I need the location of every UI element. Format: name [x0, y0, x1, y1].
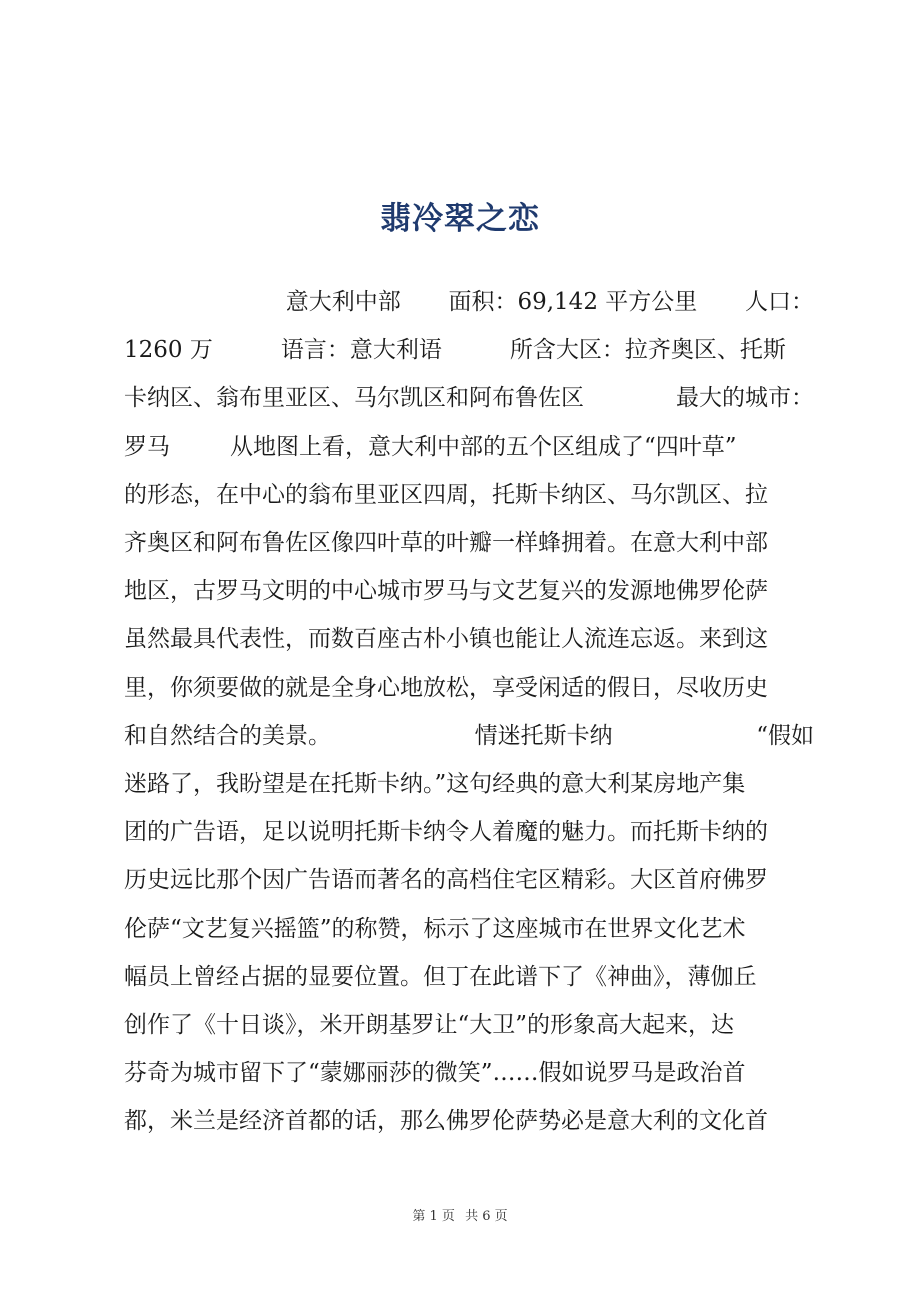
text-line — [124, 856, 814, 904]
text-segment: 语言：意大利语 — [280, 337, 442, 364]
text-segment: 地区，古罗马文明的中心城市罗马与文艺复兴的发源地佛罗伦萨 — [124, 578, 768, 605]
section-heading: 情迷托斯卡纳 — [474, 722, 613, 749]
text-line — [124, 374, 814, 422]
text-line — [124, 953, 814, 1001]
text-segment: 历史远比那个因广告语而著名的高档住宅区精彩。大区首府佛罗 — [124, 867, 768, 894]
text-segment: 的形态，在中心的翁布里亚区四周，托斯卡纳区、马尔凯区、拉 — [124, 481, 768, 508]
text-segment: 意大利中部 — [285, 289, 401, 316]
text-segment: “假如 — [756, 722, 814, 749]
text-segment: 面积：69,142 平方公里 — [448, 289, 698, 316]
text-segment: 罗马 — [124, 433, 170, 460]
text-segment: 团的广告语，足以说明托斯卡纳令人着魔的魅力。而托斯卡纳的 — [124, 819, 768, 846]
text-segment: 从地图上看，意大利中部的五个区组成了“四叶草” — [230, 433, 737, 460]
text-segment: 伦萨“文艺复兴摇篮”的称赞，标示了这座城市在世界文化艺术 — [124, 915, 746, 942]
text-line — [124, 712, 814, 760]
text-line — [124, 1049, 814, 1097]
text-line — [124, 808, 814, 856]
text-line — [124, 615, 814, 663]
text-line — [124, 904, 814, 952]
text-line — [124, 567, 814, 615]
text-line — [124, 1097, 814, 1145]
text-segment: 迷路了，我盼望是在托斯卡纳。”这句经典的意大利某房地产集 — [124, 770, 746, 797]
text-line — [124, 326, 814, 374]
text-line — [124, 664, 814, 712]
text-line — [124, 519, 814, 567]
text-segment: 幅员上曾经占据的显要位置。但丁在此谱下了《神曲》，薄伽丘 — [124, 963, 757, 990]
text-segment: 都，米兰是经济首都的话，那么佛罗伦萨势必是意大利的文化首 — [124, 1108, 768, 1135]
text-line — [124, 471, 814, 519]
page-total: 共 6 页 — [465, 1209, 508, 1224]
text-segment: 虽然最具代表性，而数百座古朴小镇也能让人流连忘返。来到这 — [124, 626, 768, 653]
page-number: 第 1 页 — [412, 1209, 455, 1224]
text-line — [124, 423, 814, 471]
text-line — [124, 1001, 814, 1049]
text-segment: 人口： — [745, 289, 814, 316]
text-segment: 和自然结合的美景。 — [124, 722, 331, 749]
text-segment: 创作了《十日谈》，米开朗基罗让“大卫”的形象高大起来，达 — [124, 1011, 735, 1038]
text-line — [124, 278, 814, 326]
text-segment: 里，你须要做的就是全身心地放松，享受闲适的假日，尽收历史 — [124, 674, 768, 701]
text-line — [124, 760, 814, 808]
text-segment: 最大的城市： — [676, 385, 814, 412]
document-title: 翡冷翠之恋 — [380, 201, 540, 237]
text-segment: 齐奥区和阿布鲁佐区像四叶草的叶瓣一样蜂拥着。在意大利中部 — [124, 530, 768, 557]
text-segment: 卡纳区、翁布里亚区、马尔凯区和阿布鲁佐区 — [124, 385, 584, 412]
text-segment: 芬奇为城市留下了“蒙娜丽莎的微笑”……假如说罗马是政治首 — [124, 1060, 746, 1087]
page-footer — [0, 1205, 920, 1224]
text-segment: 所含大区：拉齐奥区、托斯 — [509, 337, 786, 364]
text-segment: 1260 万 — [124, 337, 213, 364]
document-body — [124, 278, 814, 1145]
